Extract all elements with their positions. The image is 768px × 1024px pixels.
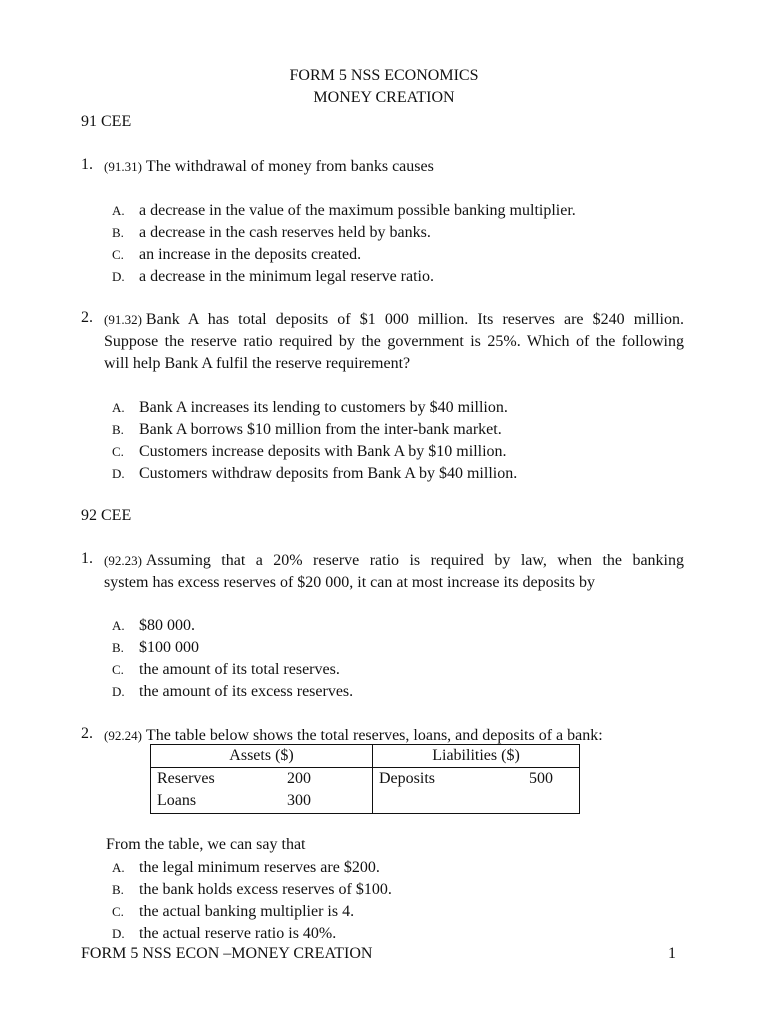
liabilities-cell (373, 768, 580, 814)
option-item (112, 268, 434, 286)
option-text: the bank holds excess reserves of $100. (139, 881, 392, 898)
question-code: (92.24) (104, 728, 142, 743)
option-item (112, 224, 431, 242)
option-letter: B. (112, 225, 124, 240)
question-line: Assuming that a 20% reserve ratio is required by law, when the banking (145, 552, 684, 569)
table-header-liabilities: Liabilities ($) (373, 745, 580, 768)
option-text: Customers increase deposits with Bank A by $10 million. (139, 443, 507, 460)
option-letter: D. (112, 684, 125, 699)
option-letter: A. (112, 618, 125, 633)
option-text: the legal minimum reserves are $200. (139, 859, 380, 876)
question-code: (91.32) (104, 312, 142, 327)
question-text (104, 309, 684, 375)
option-letter: B. (112, 422, 124, 437)
question-line: The withdrawal of money from banks causes (145, 158, 434, 175)
question-line: Bank A has total deposits of $1 000 million. Its reserves are $240 million. (145, 311, 684, 328)
option-letter: C. (112, 662, 124, 677)
question-number: 2. (81, 725, 93, 742)
option-item (112, 859, 380, 877)
table-cell-value: 500 (529, 770, 553, 787)
option-item (112, 903, 354, 921)
option-letter: D. (112, 926, 125, 941)
option-letter: B. (112, 640, 124, 655)
option-item (112, 399, 508, 417)
option-text: Bank A borrows $10 million from the inter-bank market. (139, 421, 502, 438)
table-header-assets: Assets ($) (151, 745, 373, 768)
option-letter: A. (112, 203, 125, 218)
question-stem: From the table, we can say that (106, 836, 306, 853)
option-item (112, 683, 353, 701)
question-text (104, 550, 684, 594)
question-line: will help Bank A fulfil the reserve requirement? (104, 355, 411, 372)
option-text: the actual banking multiplier is 4. (139, 903, 355, 920)
section-heading: 91 CEE (81, 113, 132, 130)
balance-sheet-table (150, 744, 580, 814)
option-item (112, 639, 199, 657)
option-letter: D. (112, 269, 125, 284)
option-item (112, 617, 195, 635)
option-text: an increase in the deposits created. (139, 246, 362, 263)
option-item (112, 202, 576, 220)
question-line: The table below shows the total reserves, loans, and deposits of a bank: (145, 727, 603, 744)
table-cell-label: Deposits (379, 770, 435, 787)
option-letter: A. (112, 860, 125, 875)
option-text: $80 000. (139, 617, 195, 634)
table-cell-value: 300 (287, 792, 311, 809)
page-subtitle: MONEY CREATION (313, 89, 455, 106)
option-text: Bank A increases its lending to customers by $40 million. (139, 399, 508, 416)
section-heading: 92 CEE (81, 507, 132, 524)
option-item (112, 661, 340, 679)
page-title: FORM 5 NSS ECONOMICS (289, 67, 479, 84)
question-number: 1. (81, 156, 93, 173)
question-line: Suppose the reserve ratio required by the government is 25%. Which of the following (104, 333, 684, 350)
option-letter: A. (112, 400, 125, 415)
option-letter: D. (112, 466, 125, 481)
table-cell-value: 200 (287, 770, 311, 787)
option-item (112, 421, 502, 439)
question-text (104, 156, 684, 178)
question-number: 1. (81, 550, 93, 567)
option-item (112, 246, 361, 264)
table-row (373, 768, 579, 790)
option-item (112, 443, 507, 461)
table-row (151, 768, 372, 790)
option-item (112, 465, 517, 483)
question-line: system has excess reserves of $20 000, it can at most increase its deposits by (104, 574, 595, 591)
option-text: $100 000 (139, 639, 199, 656)
option-item (112, 881, 392, 899)
option-text: a decrease in the value of the maximum possible banking multiplier. (139, 202, 576, 219)
assets-cell (151, 768, 373, 814)
option-text: a decrease in the minimum legal reserve ratio. (139, 268, 434, 285)
question-code: (92.23) (104, 553, 142, 568)
option-text: the actual reserve ratio is 40%. (139, 925, 337, 942)
option-item (112, 925, 336, 943)
question-number: 2. (81, 309, 93, 326)
footer-title: FORM 5 NSS ECON –MONEY CREATION (81, 945, 373, 962)
table-row (151, 790, 372, 812)
option-letter: C. (112, 444, 124, 459)
option-letter: C. (112, 904, 124, 919)
option-text: the amount of its excess reserves. (139, 683, 354, 700)
page-number: 1 (668, 945, 676, 962)
table-cell-label: Loans (157, 792, 197, 809)
option-text: a decrease in the cash reserves held by banks. (139, 224, 431, 241)
option-text: the amount of its total reserves. (139, 661, 340, 678)
option-text: Customers withdraw deposits from Bank A by $40 million. (139, 465, 518, 482)
option-letter: C. (112, 247, 124, 262)
table-cell-label: Reserves (157, 770, 215, 787)
option-letter: B. (112, 882, 124, 897)
question-code: (91.31) (104, 159, 142, 174)
